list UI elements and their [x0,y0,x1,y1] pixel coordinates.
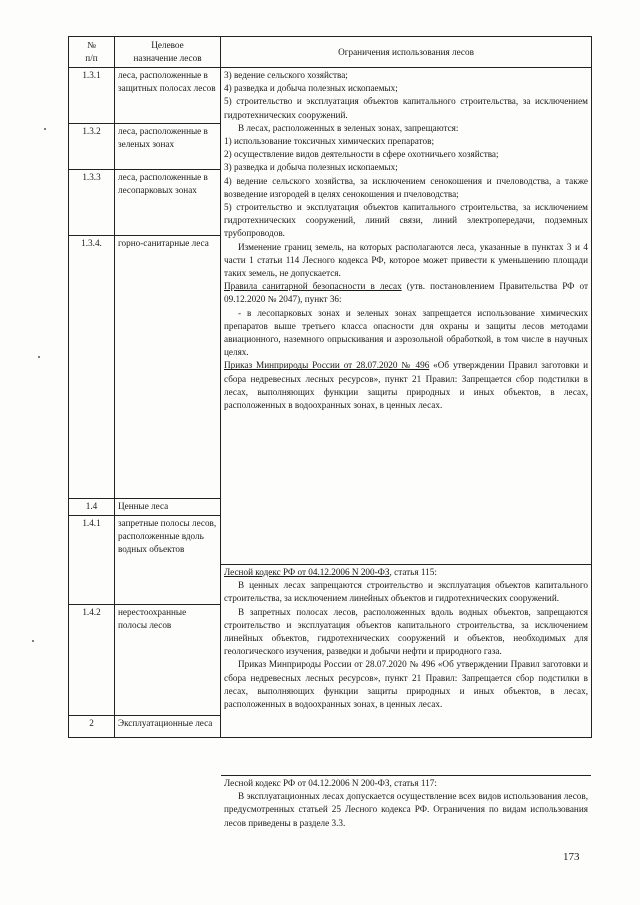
table-row [69,516,221,605]
restrictions-table [68,36,592,828]
limits-paragraph: 3) разведка и добыча полезных ископаемых; [224,162,398,173]
limits-paragraph: Лесной кодекс РФ от 04.12.2006 N 200-ФЗ, статья 117: [224,778,437,788]
limits-paragraph: В эксплуатационных лесах допускается осуществление всех видов использования лесов, предусмотренных статьей 25 Лесного кодекса РФ. Ограничения по видам использования лесов приведены в разделе 3.3. [224,791,588,828]
row-number: 1.3.3 [69,170,115,235]
limits-paragraph: 4) ведение сельского хозяйства, за исключением сенокошения и пчеловодства, а также возведение изгородей в целях сенокошения и пчеловодства; [224,175,588,199]
row-purpose: леса, расположенные в лесопарковых зонах [115,170,221,235]
left-columns [69,68,221,737]
law-reference: Приказ Минприроды России от 28.07.2020 № 496 [224,360,430,371]
scan-speck [32,640,34,642]
table-row [69,124,221,170]
limits-text-valuable [221,565,591,776]
law-reference-detail: «Об утверждении Правил заготовки и сбора недревесных лесных ресурсов», пункт 21 Правил: Запрещается сбор подстилки в лесах, выполняющих функции защиты природных и иных объектов, в лесах, расположенных в водоохранных зонах, в ценных лесах. [224,360,588,411]
limits-text-protective [221,68,591,565]
row-number: 1.3.4. [69,236,115,498]
row-purpose: леса, расположенные в защитных полосах лесов [115,68,221,123]
limits-paragraph: Приказ Минприроды России от 28.07.2020 № 496 «Об утверждении Правил заготовки и сбора недревесных лесных ресурсов», пункт 21 Правил: Запрещается сбор подстилки в лесах, выполняющих функции защиты природных и иных объектов, в лесах, расположенных в водоохранных зонах, в ценных лесах. [224,659,588,710]
law-reference-detail: , статья 115: [389,567,437,577]
table-row [69,499,221,516]
limits-paragraph: 5) строительство и эксплуатация объектов капитального строительства, за исключением гидротехнических сооружений, линий связи, линий электропередачи, подземных трубопроводов. [224,202,588,239]
table-body [69,68,591,828]
table-row [69,68,221,124]
row-purpose: леса, расположенные в зеленых зонах [115,124,221,169]
scan-speck [44,128,46,130]
limits-column [220,68,591,828]
limits-paragraph: 1) использование токсичных химических препаратов; [224,136,435,147]
limits-paragraph: 5) строительство и эксплуатация объектов капитального строительства, за исключением гидротехнических сооружений. [224,96,588,120]
limits-paragraph: - в лесопарковых зонах и зеленых зонах запрещается использование химических препаратов выше третьего класса опасности для охраны и защиты лесов методами авиационного, наземного опрыскивания и аэрозольной обработкой, в том числе в научных целях. [224,307,588,358]
limits-paragraph [224,280,588,306]
row-number: 2 [69,716,115,737]
limits-text-exploitation [221,776,591,868]
row-number: 1.4 [69,499,115,515]
row-purpose: Эксплуатационные леса [115,716,221,737]
table-row [69,236,221,499]
page-number: 173 [563,851,580,863]
limits-paragraph: В ценных лесах запрещаются строительство и эксплуатация объектов капитального строительства, за исключением линейных объектов и гидротехнических сооружений. [224,580,588,604]
header-num: № п/п [69,37,115,67]
header-purpose: Целевое назначение лесов [115,37,221,67]
row-purpose: Ценные леса [115,499,221,515]
law-reference: Лесной кодекс РФ от 04.12.2006 N 200-ФЗ [224,567,390,577]
row-purpose: нерестоохранные полосы лесов [115,605,221,715]
table-row [69,605,221,716]
limits-paragraph: Изменение границ земель, на которых располагаются леса, указанные в пунктах 3 и 4 части 1 статьи 114 Лесного кодекса РФ, которое может привести к уменьшению площади таких земель, не допускается. [224,241,588,279]
row-purpose: запретные полосы лесов, расположенные вдоль водных объектов [115,516,221,604]
header-limits: Ограничения использования лесов [338,46,474,57]
limits-paragraph: 4) разведка и добыча полезных ископаемых; [224,83,398,94]
row-number: 1.3.1 [69,68,115,123]
row-purpose: горно-санитарные леса [115,236,221,498]
table-row [69,716,221,737]
limits-paragraph [224,566,588,579]
law-reference: Правила санитарной безопасности в лесах [224,281,402,292]
law-reference-detail: (утв. постановлением Правительства РФ от 09.12.2020 № 2047), пункт 36: [224,281,588,305]
limits-paragraph: 2) осуществление видов деятельности в сфере охотничьего хозяйства; [224,149,499,160]
table-header [69,37,591,68]
scan-speck [38,356,40,358]
limits-paragraph: 3) ведение сельского хозяйства; [224,70,348,80]
limits-paragraph: В лесах, расположенных в зеленых зонах, запрещаются: [238,122,459,133]
limits-paragraph [224,359,588,412]
row-number: 1.4.1 [69,516,115,604]
table-row [69,170,221,236]
row-number: 1.3.2 [69,124,115,169]
row-number: 1.4.2 [69,605,115,715]
limits-paragraph: В запретных полосах лесов, расположенных вдоль водных объектов, запрещаются строительство и эксплуатация объектов капитального строительства, за исключением линейных объектов, гидротехнических сооружений и объектов, необходимых для геологического изучения, разведки и добычи нефти и природного газа. [224,606,588,657]
